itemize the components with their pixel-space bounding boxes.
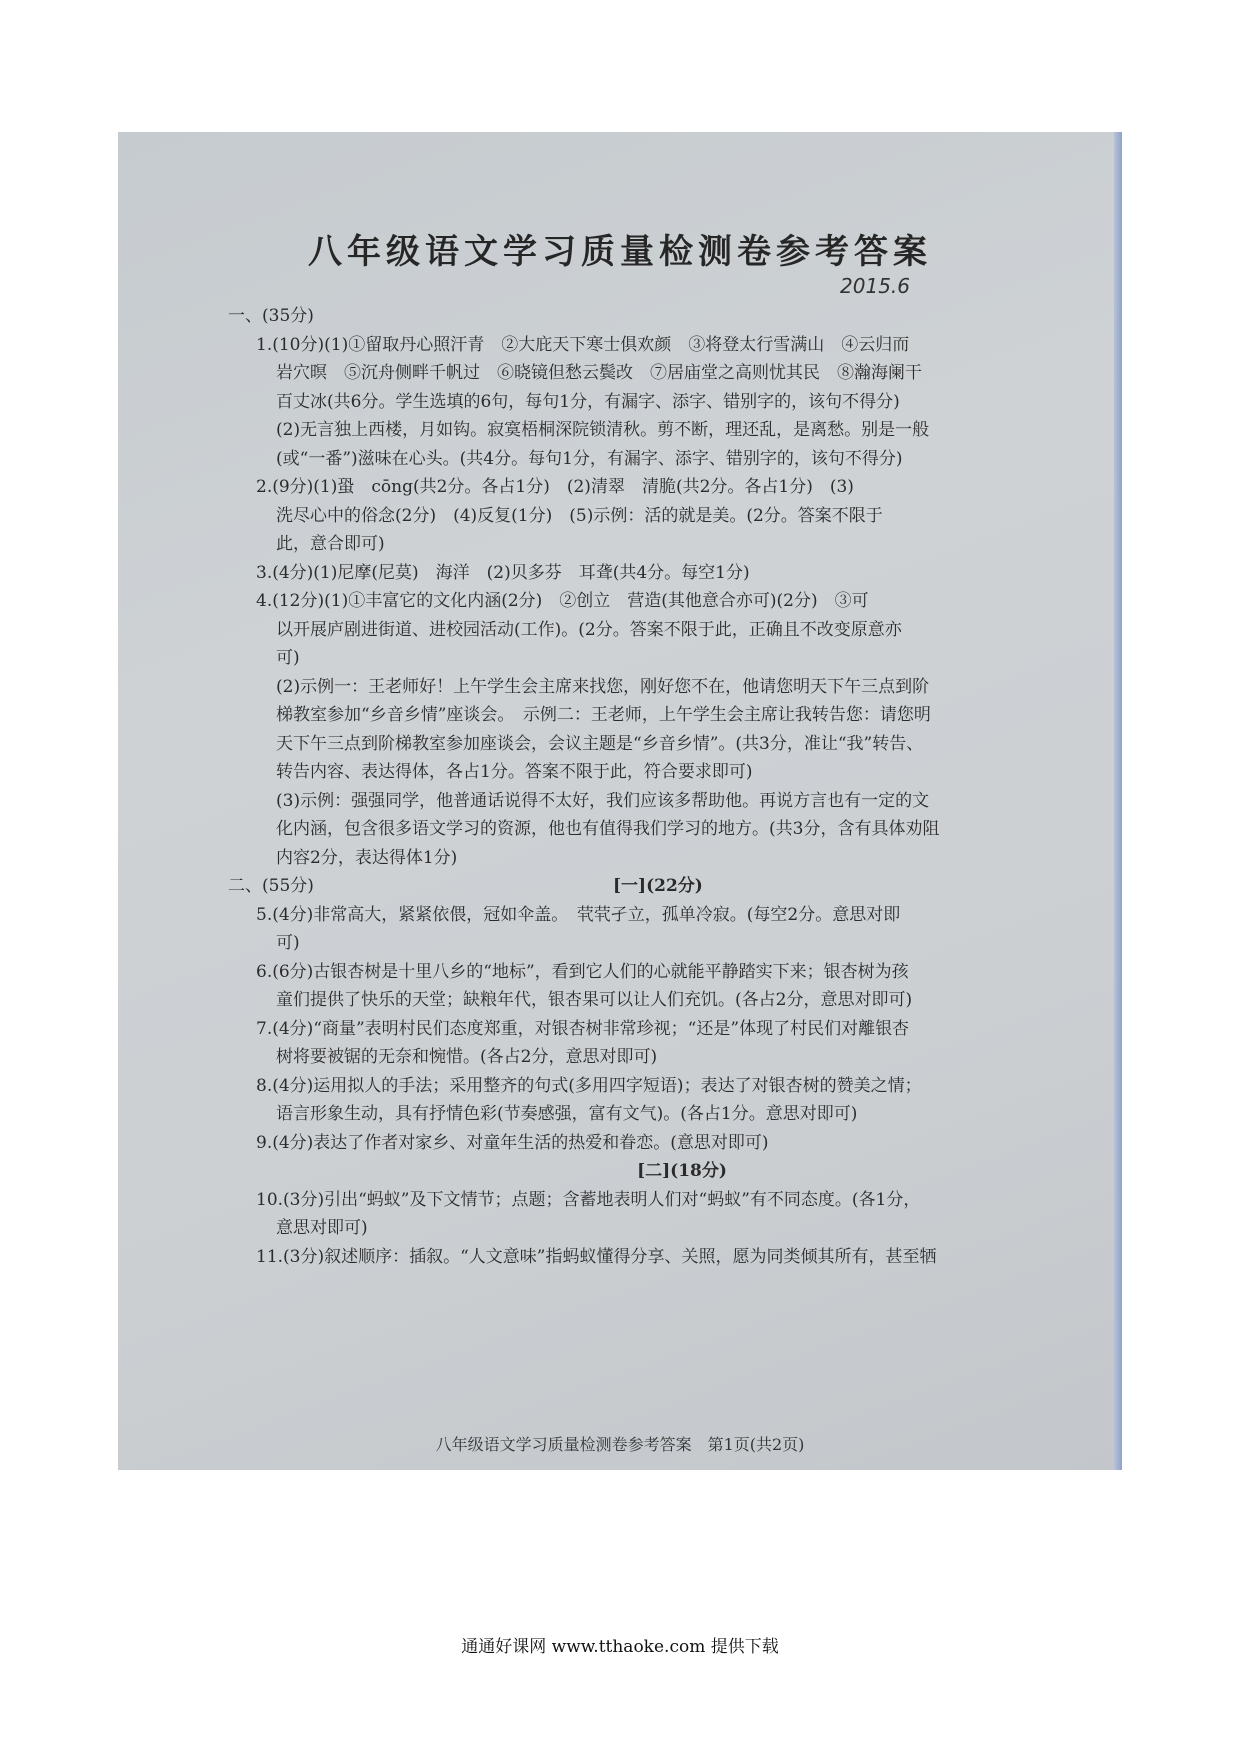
answer-line: 1.(10分)(1)①留取丹心照汗青 ②大庇天下寒士俱欢颜 ③将登太行雪满山 ④云归而 [256,334,910,355]
answer-line: (2)示例一：王老师好！上午学生会主席来找您，刚好您不在，他请您明天下午三点到阶 [276,676,930,697]
answer-line: 6.(6分)古银杏树是十里八乡的“地标”，看到它人们的心就能平静踏实下来；银杏树为孩 [256,961,909,982]
answer-line: 可) [276,933,300,953]
answer-line: 8.(4分)运用拟人的手法；采用整齐的句式(多用四字短语)；表达了对银杏树的赞美之情； [256,1075,922,1096]
answer-line: 洗尽心中的俗念(2分) (4)反复(1分) (5)示例：活的就是美。(2分。答案不限于 [276,505,883,526]
answer-line: 梯教室参加“乡音乡情”座谈会。 示例二：王老师，上午学生会主席让我转告您：请您明 [276,705,931,725]
answer-line: 10.(3分)引出“蚂蚁”及下文情节；点题；含蓄地表明人们对“蚂蚁”有不同态度。(各1分， [256,1189,921,1210]
section-heading: 二、(55分) [228,876,314,896]
answer-line: (或“一番”)滋味在心头。(共4分。每句1分，有漏字、添字、错别字的，该句不得分) [276,448,903,469]
answer-line: 以开展庐剧进街道、进校园活动(工作)。(2分。答案不限于此，正确且不改变原意亦 [276,619,902,640]
answer-line: 树将要被锯的无奈和惋惜。(各占2分，意思对即可) [276,1047,658,1067]
section-heading-row [228,872,1088,901]
answer-line: 9.(4分)表达了作者对家乡、对童年生活的热爱和眷恋。(意思对即可) [256,1132,769,1153]
answer-content [228,302,1088,1271]
page-footer: 八年级语文学习质量检测卷参考答案 第1页(共2页) [435,1435,805,1454]
answer-line: 童们提供了快乐的天堂；缺粮年代，银杏果可以让人们充饥。(各占2分，意思对即可) [276,990,913,1010]
answer-line: 转告内容、表达得体，各占1分。答案不限于此，符合要求即可) [276,762,753,782]
answer-line: 11.(3分)叙述顺序：插叙。“人文意味”指蚂蚁懂得分享、关照，愿为同类倾其所有，甚至牺 [256,1246,937,1267]
download-credit: 通通好课网 www.tthaoke.com 提供下载 [461,1637,779,1657]
answer-line: 化内涵，包含很多语文学习的资源，他也有值得我们学习的地方。(共3分，含有具体劝阻 [276,819,940,839]
document-title: 八年级语文学习质量检测卷参考答案 [308,232,932,272]
answer-line: 可) [276,648,300,668]
answer-line: 百丈冰(共6分。学生选填的6句，每句1分，有漏字、添字、错别字的，该句不得分) [276,391,900,412]
answer-line: 2.(9分)(1)蛩 cōng(共2分。各占1分) (2)清翠 清脆(共2分。各占1分) (3) [256,477,854,497]
document-date: 2015.6 [840,274,910,298]
answer-line: 此，意合即可) [276,534,385,554]
photo-blue-edge [1114,132,1122,1470]
subsection-heading: [二](18分) [637,1161,727,1181]
answer-line: (3)示例：强强同学，他普通话说得不太好，我们应该多帮助他。再说方言也有一定的文 [276,790,930,811]
answer-line: 岩穴暝 ⑤沉舟侧畔千帆过 ⑥晓镜但愁云鬓改 ⑦居庙堂之高则忧其民 ⑧瀚海阑干 [276,363,922,383]
scanned-page-photo [118,132,1122,1470]
answer-line: 7.(4分)“商量”表明村民们态度郑重，对银杏树非常珍视；“还是”体现了村民们对離银杏 [256,1018,910,1039]
answer-line: 3.(4分)(1)尼摩(尼莫) 海洋 (2)贝多芬 耳聋(共4分。每空1分) [256,562,750,583]
answer-line: 天下午三点到阶梯教室参加座谈会，会议主题是“乡音乡情”。(共3分，准让“我”转告、 [276,733,924,754]
answer-line: (2)无言独上西楼，月如钩。寂寞梧桐深院锁清秋。剪不断，理还乱，是离愁。别是一般 [276,420,930,440]
answer-line: 内容2分，表达得体1分) [276,847,458,868]
answer-line: 意思对即可) [276,1218,368,1238]
answer-line: 5.(4分)非常高大，紧紧依偎，冠如伞盖。 茕茕孑立，孤单冷寂。(每空2分。意思对即 [256,904,901,925]
answer-line: 4.(12分)(1)①丰富它的文化内涵(2分) ②创立 营造(其他意合亦可)(2分) ③可 [256,591,869,611]
section-heading: 一、(35分) [228,306,314,326]
subsection-heading: [一](22分) [613,876,703,896]
answer-line: 语言形象生动，具有抒情色彩(节奏感强，富有文气)。(各占1分。意思对即可) [276,1104,858,1124]
